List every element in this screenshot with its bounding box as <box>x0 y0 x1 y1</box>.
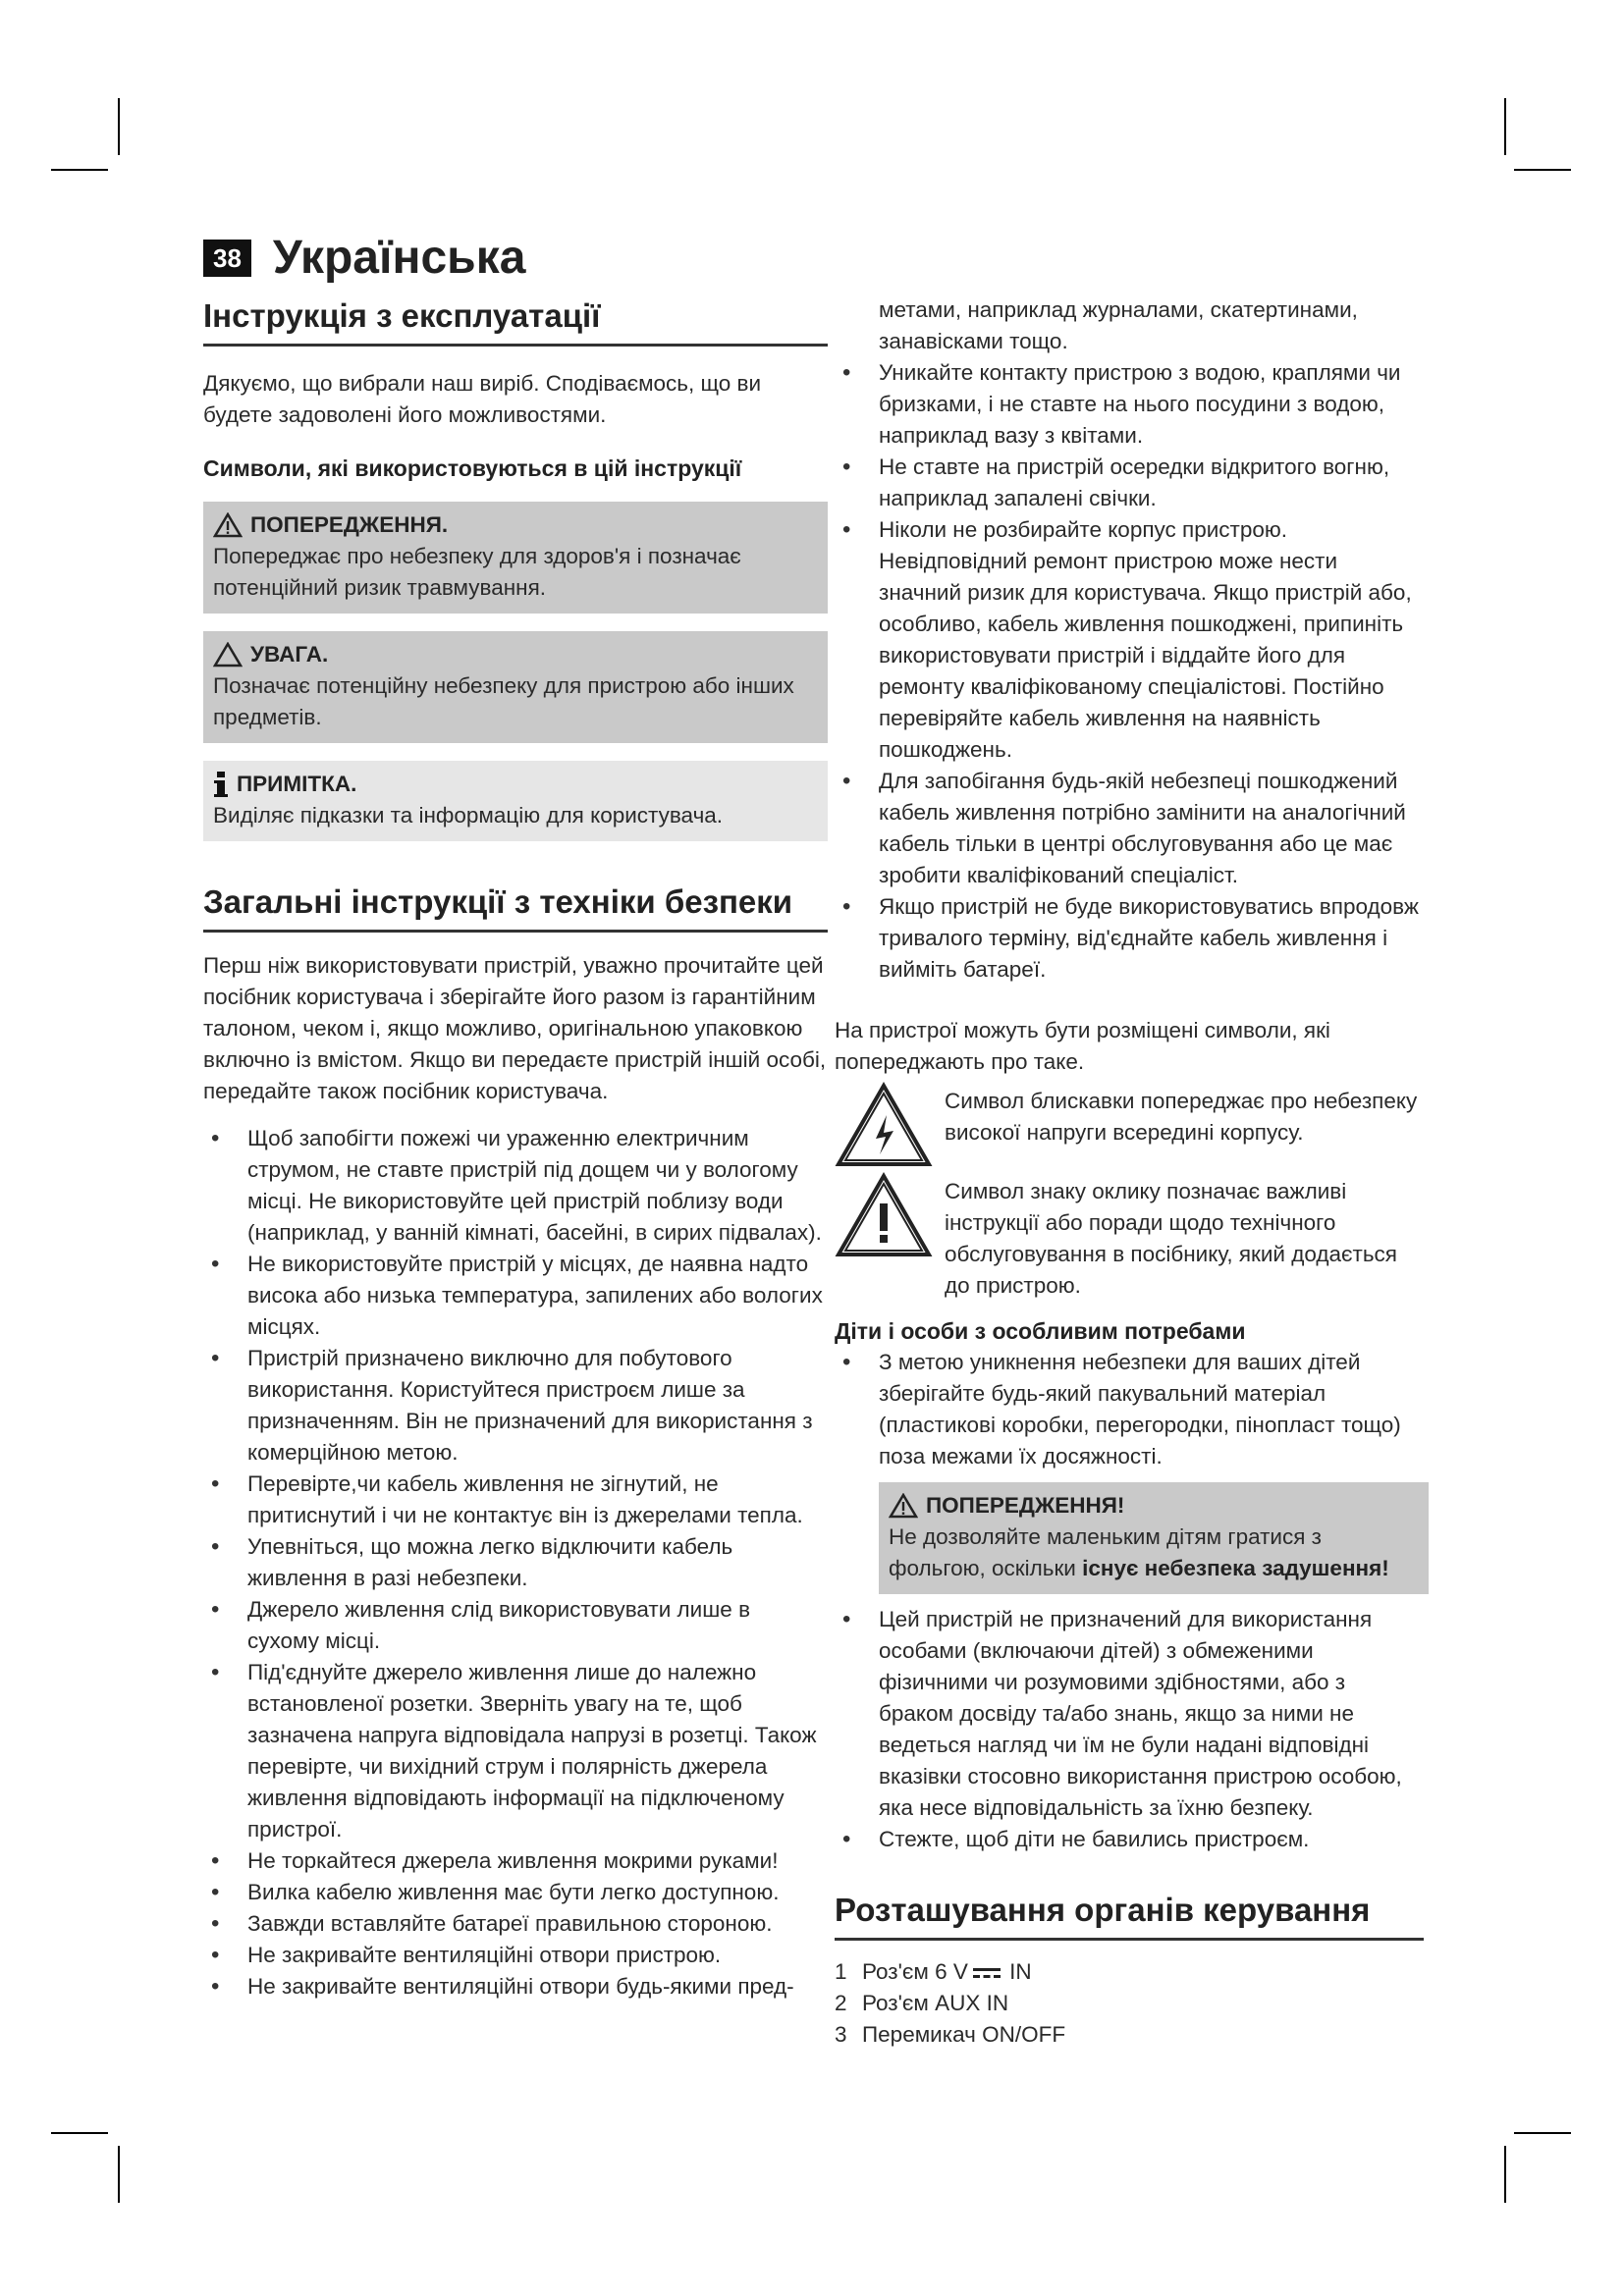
safety-list-continued <box>835 357 1424 986</box>
list-item: • Для запобігання будь-якій небезпеці пошкоджений кабель живлення потрібно замінити на аналогічний кабель тільки в центрі обслуговування або це має зробити кваліфікований спеціаліст. <box>835 766 1424 891</box>
list-item: • Вилка кабелю живлення має бути легко доступною. <box>203 1877 828 1908</box>
list-item: • Уникайте контакту пристрою з водою, краплями чи бризками, і не ставте на нього посудини з водою, наприклад вазу з квітами. <box>835 357 1424 452</box>
list-item: • Не закривайте вентиляційні отвори пристрою. <box>203 1940 828 1971</box>
list-item: • Щоб запобігти пожежі чи ураженню електричним струмом, не ставте пристрій під дощем чи у вологому місці. Не використовуйте цей пристрій поблизу води (наприклад, у ванній кімнаті, басейні, в сирих підвалах). <box>203 1123 828 1249</box>
lightning-warning-icon <box>835 1082 933 1168</box>
caution-triangle-icon <box>213 642 243 667</box>
list-item: • Не закривайте вентиляційні отвори будь-якими пред- <box>203 1971 828 2002</box>
list-item: • Не використовуйте пристрій у місцях, де наявна надто висока або низька температура, запилених або вологих місцях. <box>203 1249 828 1343</box>
exclamation-warning-icon <box>835 1172 933 1258</box>
left-column <box>203 294 828 2002</box>
safety-intro: Перш ніж використовувати пристрій, уважно прочитайте цей посібник користувача і зберігайте його разом із гарантійним талоном, чеком і, якщо можливо, оригінальною упаковкою включно із вмістом. Якщо ви передаєте пристрій іншій особі, передайте також посібник користувача. <box>203 953 827 1103</box>
manual-title: Інструкція з експлуатації <box>203 294 828 347</box>
note-title: ПРИМІТКА. <box>237 772 357 796</box>
list-item: • Пристрій призначено виключно для побутового використання. Користуйтеся пристроєм лише за призначенням. Він не призначений для використання з комерційною метою. <box>203 1343 828 1468</box>
crop-mark <box>118 98 120 155</box>
control-item <box>835 1988 1424 2019</box>
crop-mark <box>1514 169 1571 171</box>
safety-list <box>203 1123 828 2002</box>
crop-mark <box>1504 98 1506 155</box>
list-item: • Не торкайтеся джерела живлення мокрими руками! <box>203 1845 828 1877</box>
lightning-text: Символ блискавки попереджає про небезпеку високої напруги всередині корпусу. <box>945 1089 1418 1145</box>
list-item: • З метою уникнення небезпеки для ваших дітей зберігайте будь-який пакувальний матеріал (пластикові коробки, перегородки, пінопласт тощо) поза межами їх досяжності. <box>835 1347 1424 1472</box>
language-title: Українська <box>272 232 526 284</box>
note-title-row <box>213 769 818 800</box>
list-item: • Стежте, щоб діти не бавились пристроєм. <box>835 1824 1424 1855</box>
children-warning-box <box>879 1482 1429 1594</box>
list-item: • Перевірте,чи кабель живлення не зігнутий, не притиснутий і чи не контактує він із джерелами тепла. <box>203 1468 828 1531</box>
caution-title: УВАГА. <box>250 642 329 667</box>
children-list-2 <box>835 1604 1424 1855</box>
control-number: 2 <box>835 1991 847 2015</box>
page-header <box>203 231 525 285</box>
lightning-symbol-row <box>835 1082 1424 1168</box>
children-heading: Діти і особи з особливим потребами <box>835 1318 1246 1344</box>
control-label: Роз'єм AUX IN <box>862 1991 1009 2015</box>
crop-mark <box>51 2132 108 2134</box>
caution-title-row <box>213 639 818 670</box>
right-column <box>835 294 1424 2051</box>
caution-text: Позначає потенційну небезпеку для пристрою або інших предметів. <box>213 673 794 729</box>
page-number: 38 <box>203 240 251 277</box>
caution-box <box>203 631 828 743</box>
crop-mark <box>1514 2132 1571 2134</box>
symbols-intro: На пристрої можуть бути розміщені символи, які попереджають про таке. <box>835 1018 1330 1074</box>
intro-text: Дякуємо, що вибрали наш виріб. Сподіваємось, що ви будете задоволені його можливостями. <box>203 371 762 427</box>
children-list <box>835 1347 1424 1472</box>
control-number: 3 <box>835 2022 847 2047</box>
children-warning-title-row <box>889 1490 1419 1522</box>
warning-box <box>203 502 828 614</box>
note-box <box>203 761 828 841</box>
children-warning-text: Не дозволяйте маленьким дітям гратися з фольгою, оскільки існує небезпека задушення! <box>889 1524 1389 1580</box>
safety-title: Загальні інструкції з техніки безпеки <box>203 881 828 933</box>
crop-mark <box>1504 2146 1506 2203</box>
symbols-heading: Символи, які використовуються в цій інструкції <box>203 455 742 481</box>
suffocation-warning: існує небезпека задушення! <box>1082 1556 1389 1580</box>
list-item: • Упевніться, що можна легко відключити кабель живлення в разі небезпеки. <box>203 1531 828 1594</box>
list-item: • Якщо пристрій не буде використовуватись впродовж тривалого терміну, від'єднайте кабель живлення і вийміть батареї. <box>835 891 1424 986</box>
list-item: • Завжди вставляйте батареї правильною стороною. <box>203 1908 828 1940</box>
info-icon <box>213 771 229 798</box>
control-item <box>835 1956 1424 1988</box>
controls-list <box>835 1956 1424 2051</box>
controls-title: Розташування органів керування <box>835 1889 1424 1941</box>
list-item: • Цей пристрій не призначений для використання особами (включаючи дітей) з обмеженими фізичними чи розумовими здібностями, або з браком досвіду та/або знань, якщо за ними не ведеться нагляд чи їм не були надані відповідні вказівки стосовно використання пристрою особою, яка несе відповідальність за їхню безпеку. <box>835 1604 1424 1824</box>
list-item: • Джерело живлення слід використовувати лише в сухому місці. <box>203 1594 828 1657</box>
warning-triangle-icon <box>213 512 243 538</box>
warning-triangle-icon <box>889 1493 918 1519</box>
exclaim-symbol-row <box>835 1172 1424 1302</box>
list-item: • Ніколи не розбирайте корпус пристрою. Невідповідний ремонт пристрою може нести значний ризик для користувача. Якщо пристрій або, особливо, кабель живлення пошкоджені, припиніть використовувати пристрій і віддайте його для ремонту кваліфікованому спеціалістові. Постійно перевіряйте кабель живлення на наявність пошкоджень. <box>835 514 1424 766</box>
crop-mark <box>51 169 108 171</box>
dc-symbol-icon <box>972 1965 1001 1981</box>
control-label: Роз'єм 6 V IN <box>862 1959 1032 1984</box>
list-item: • Під'єднуйте джерело живлення лише до належно встановленої розетки. Зверніть увагу на те, щоб зазначена напруга відповідала напрузі в розетці. Також перевірте, чи вихідний струм і полярність джерела живлення відповідають інформації на підключеному пристрої. <box>203 1657 828 1845</box>
list-item: • Не ставте на пристрій осередки відкритого вогню, наприклад запалені свічки. <box>835 452 1424 514</box>
warning-title: ПОПЕРЕДЖЕННЯ. <box>250 512 449 537</box>
control-label: Перемикач ON/OFF <box>862 2022 1066 2047</box>
control-item <box>835 2019 1424 2051</box>
crop-mark <box>118 2146 120 2203</box>
continuation-text: метами, наприклад журналами, скатертинами, занавісками тощо. <box>879 297 1358 353</box>
note-text: Виділяє підказки та інформацію для користувача. <box>213 803 724 828</box>
exclaim-text: Символ знаку оклику позначає важливі інструкції або поради щодо технічного обслуговування в посібнику, який додається до пристрою. <box>945 1179 1397 1298</box>
warning-text: Попереджає про небезпеку для здоров'я і позначає потенційний ризик травмування. <box>213 544 741 600</box>
children-warning-title: ПОПЕРЕДЖЕННЯ! <box>926 1493 1125 1518</box>
warning-title-row <box>213 509 818 541</box>
control-number: 1 <box>835 1959 847 1984</box>
